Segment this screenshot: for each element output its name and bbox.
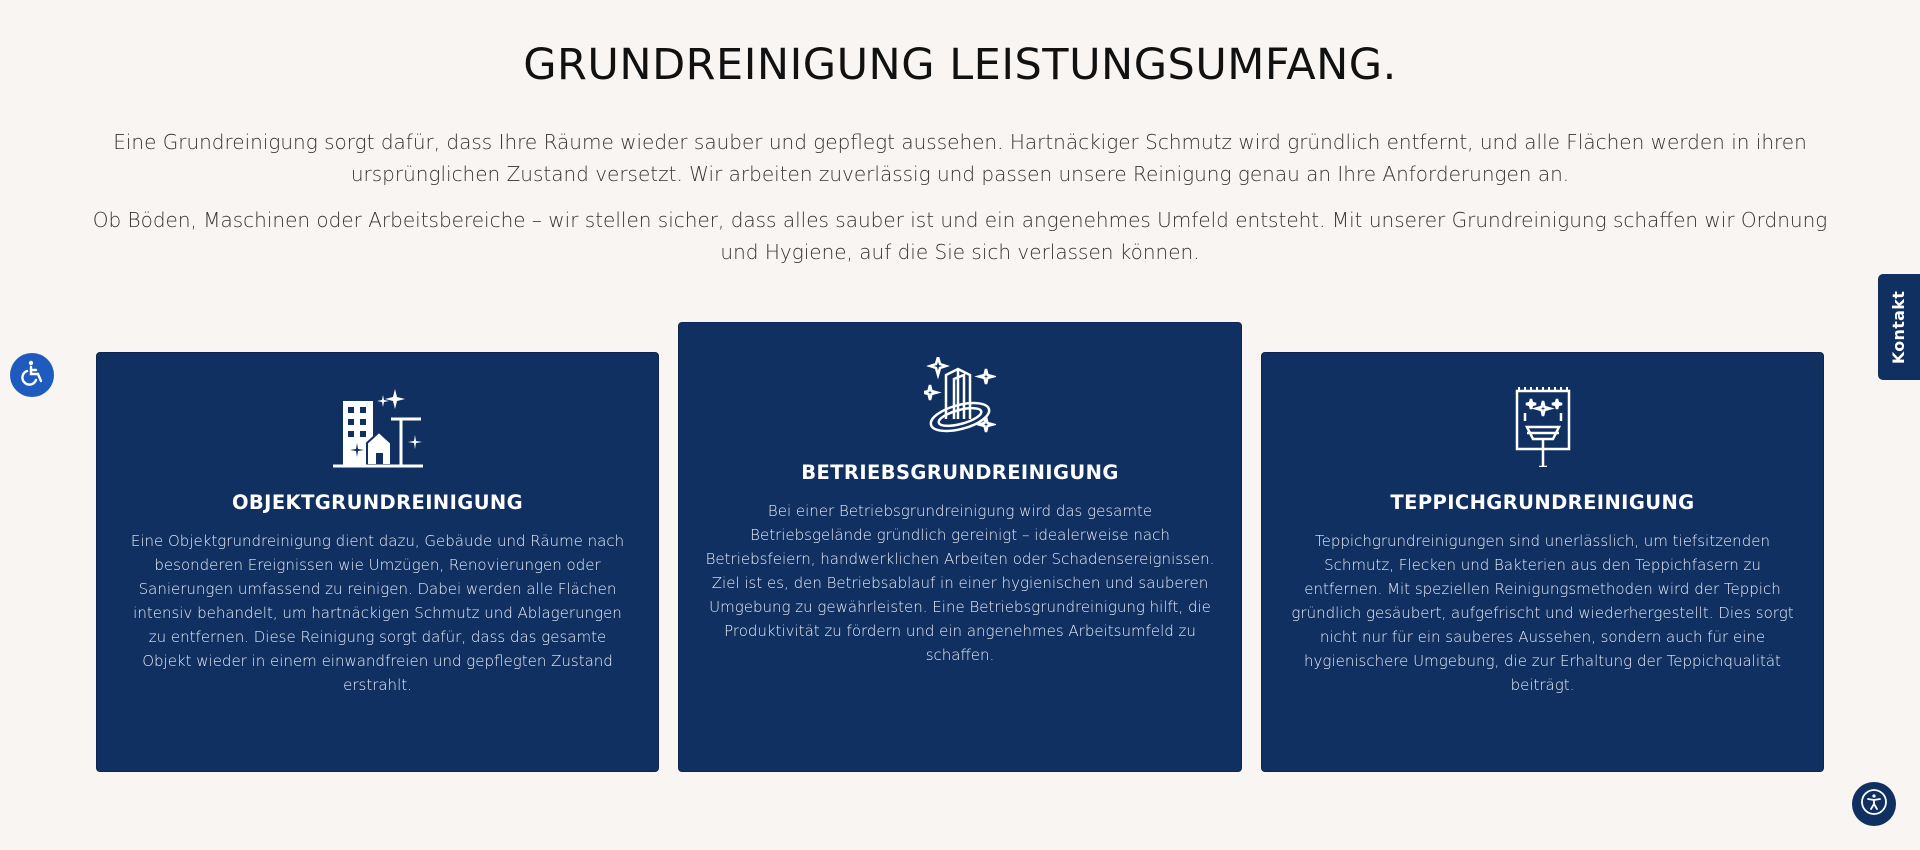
kontakt-tab[interactable] bbox=[1878, 274, 1920, 380]
wheelchair-icon bbox=[18, 359, 46, 391]
building-sparkle-icon bbox=[333, 387, 423, 473]
card-title: TEPPICHGRUNDREINIGUNG bbox=[1390, 491, 1695, 514]
service-card-teppichgrundreinigung bbox=[1261, 352, 1824, 772]
intro-text bbox=[90, 126, 1830, 282]
card-text: Bei einer Betriebsgrundreinigung wird das gesamte Betriebsgelände gründlich gereinigt – idealerweise nach Betriebsfeiern, handwerklichen Arbeiten oder Schadensereignissen. Ziel ist es, den Betriebsablauf in einer hygienischen und sauberen Umgebung zu gewährleisten. Eine Betriebsgrundreinigung hilft, die Produktivität zu fördern und ein angenehmes Arbeitsumfeld zu schaffen. bbox=[705, 502, 1215, 664]
service-card-betriebsgrundreinigung bbox=[678, 322, 1242, 772]
card-title: BETRIEBSGRUNDREINIGUNG bbox=[801, 461, 1119, 484]
accessibility-person-icon bbox=[1859, 787, 1889, 821]
carpet-cleaning-icon bbox=[1513, 387, 1573, 471]
intro-paragraph-2: Ob Böden, Maschinen oder Arbeitsbereiche – wir stellen sicher, dass alles sauber ist und ein angenehmes Umfeld entsteht. Mit unserer Grundreinigung schaffen wir Ordnung und Hygiene, auf die Sie sich verlassen können. bbox=[92, 208, 1828, 264]
service-card-objektgrundreinigung bbox=[96, 352, 659, 772]
accessibility-menu-button[interactable] bbox=[1852, 782, 1896, 826]
kontakt-tab-label: Kontakt bbox=[1889, 290, 1909, 364]
card-text: Eine Objektgrundreinigung dient dazu, Gebäude und Räume nach besonderen Ereignissen wie Umzügen, Renovierungen oder Sanierungen umfassend zu reinigen. Dabei werden alle Flächen intensiv behandelt, um hartnäckigen Schmutz und Ablagerungen zu entfernen. Diese Reinigung sorgt dafür, dass das gesamte Objekt wieder in einem einwandfreien und gepflegten Zustand erstrahlt. bbox=[130, 532, 625, 694]
accessibility-button[interactable] bbox=[10, 353, 54, 397]
intro-paragraph-1: Eine Grundreinigung sorgt dafür, dass Ihre Räume wieder sauber und gepflegt aussehen. Hartnäckiger Schmutz wird gründlich entfernt, und alle Flächen werden in ihren ursprünglichen Zustand versetzt. Wir arbeiten zuverlässig und passen unsere Reinigung genau an Ihre Anforderungen an. bbox=[113, 130, 1807, 186]
skyscraper-sparkle-icon bbox=[924, 357, 996, 441]
page-title: GRUNDREINIGUNG LEISTUNGSUMFANG. bbox=[523, 40, 1397, 90]
card-title: OBJEKTGRUNDREINIGUNG bbox=[231, 491, 524, 514]
card-text: Teppichgrundreinigungen sind unerlässlich, um tiefsitzenden Schmutz, Flecken und Bakterien aus den Teppichfasern zu entfernen. Mit speziellen Reinigungsmethoden wird der Teppich gründlich gesäubert, aufgefrischt und wiederhergestellt. Dies sorgt nicht nur für ein sauberes Aussehen, sondern auch für eine hygienischere Umgebung, die zur Erhaltung der Teppichqualität beiträgt. bbox=[1291, 532, 1794, 694]
